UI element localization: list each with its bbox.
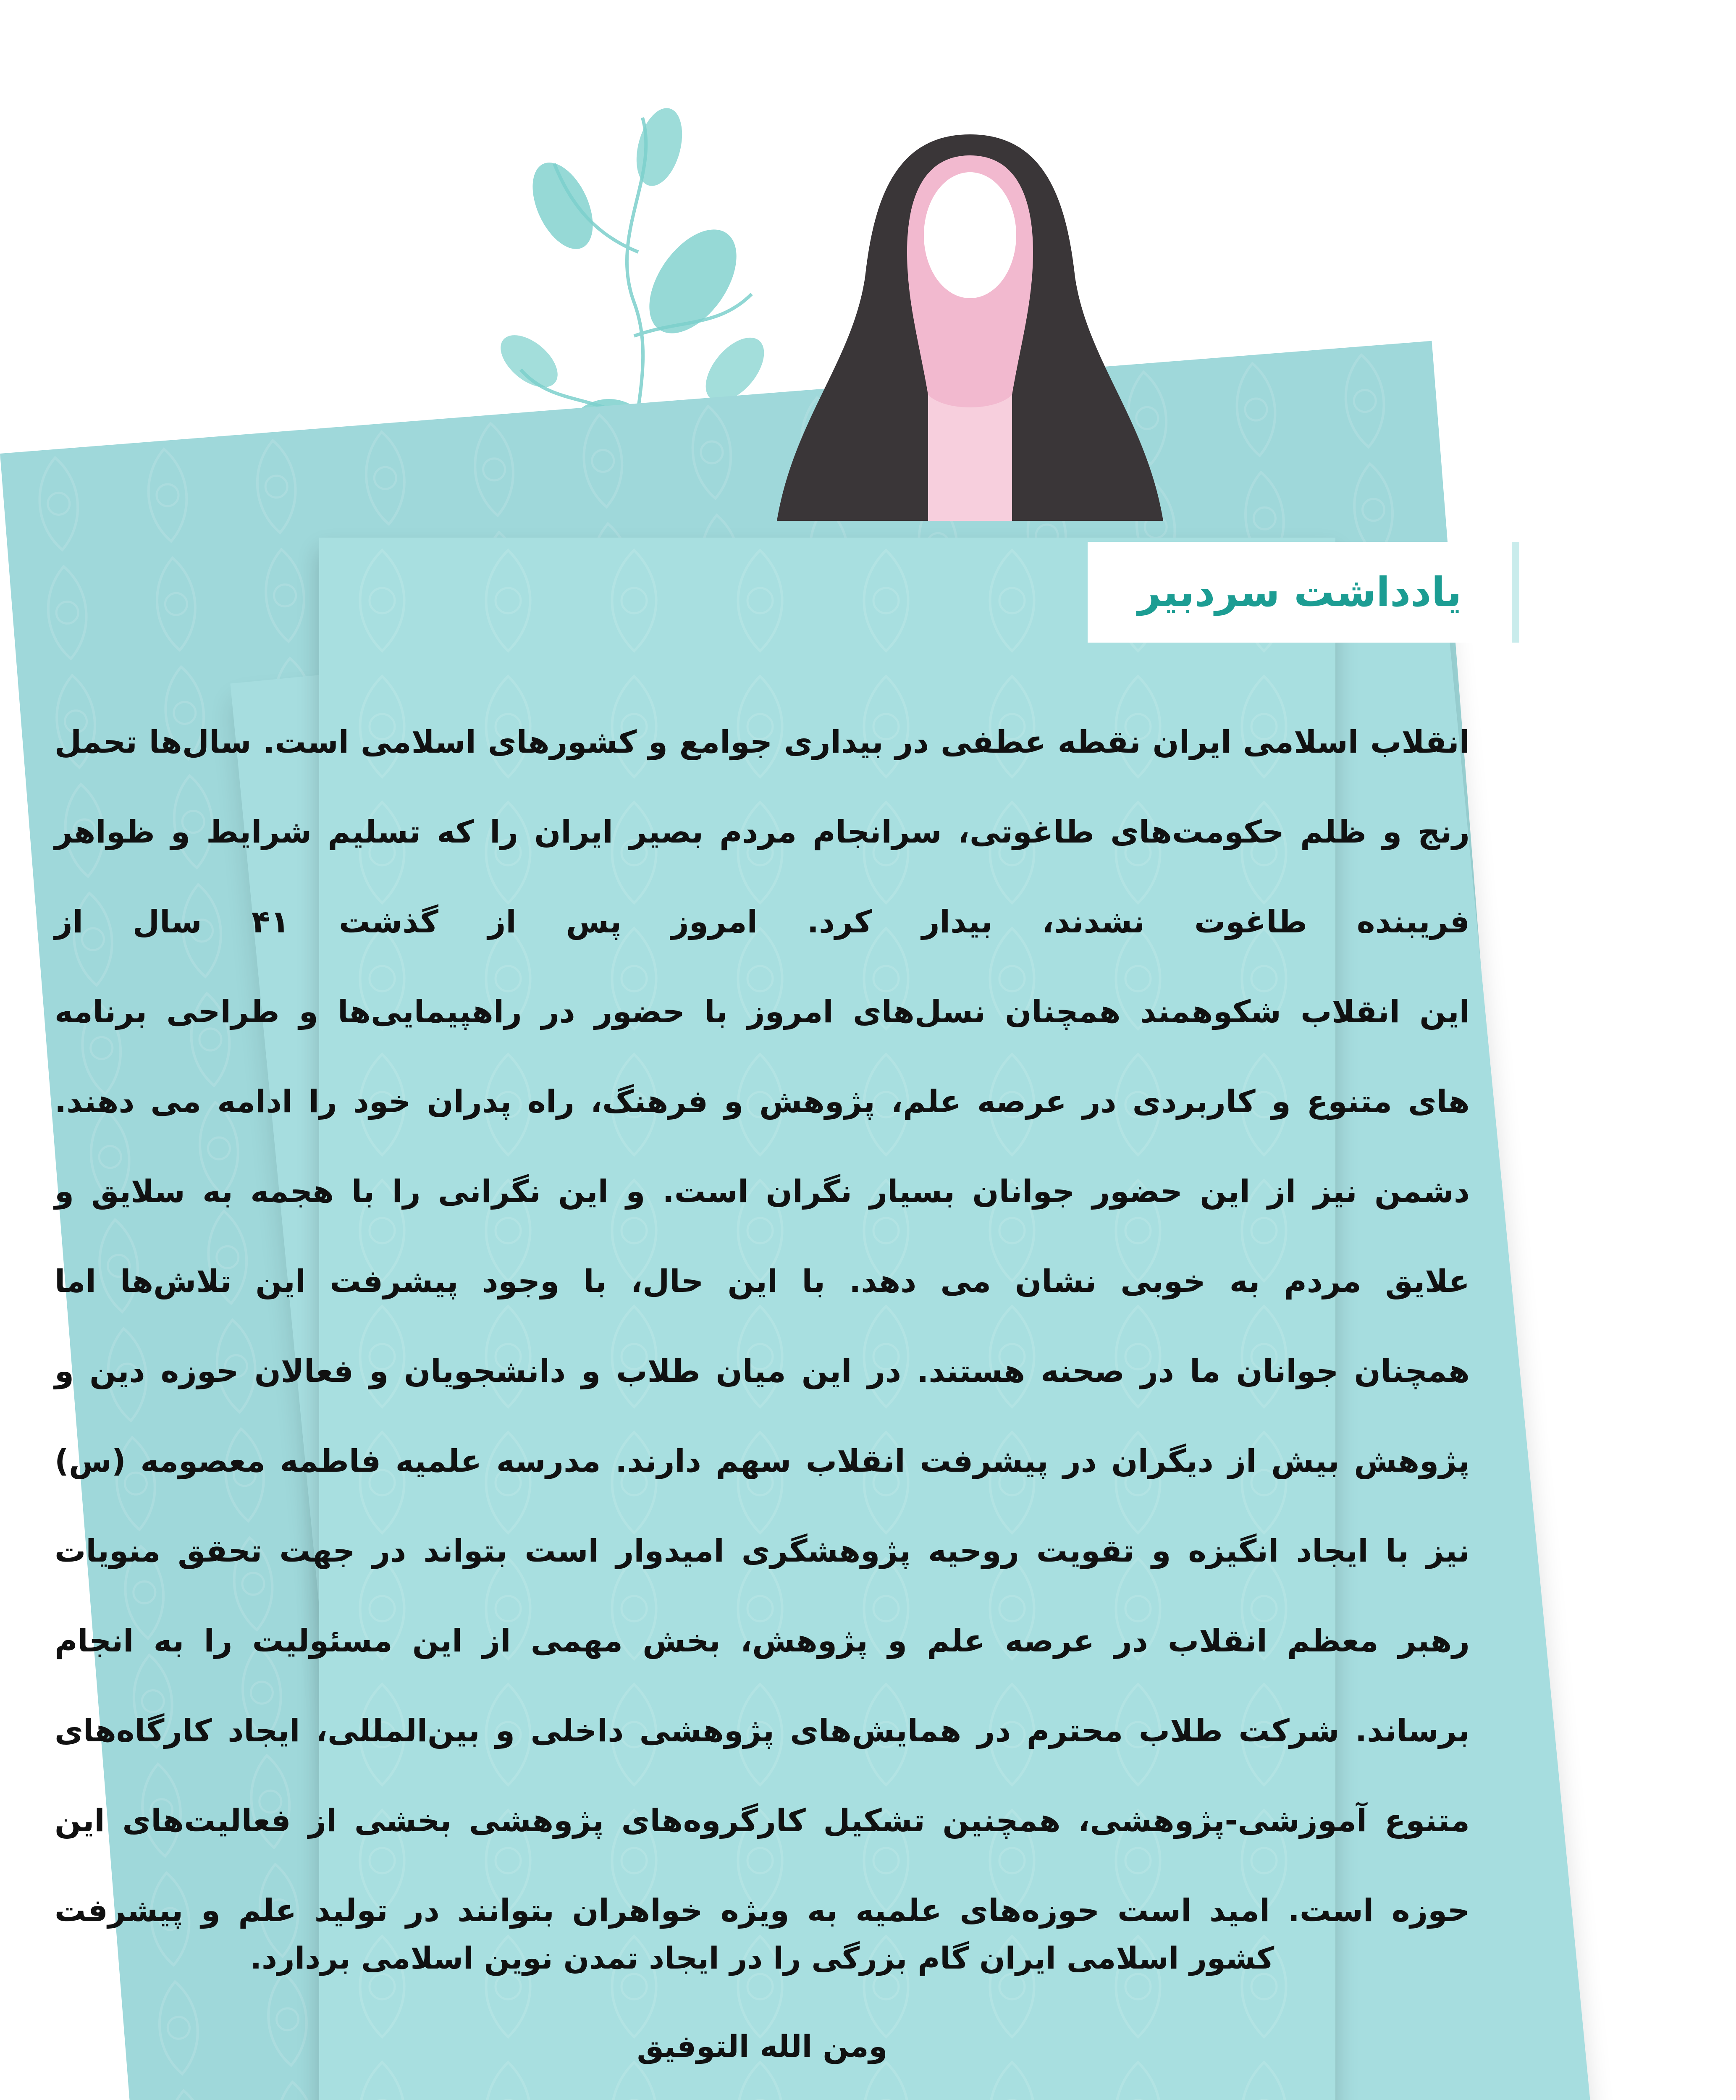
body-line: رنج و ظلم حکومت‌های طاغوتی، سرانجام مردم بصیر ایران را که تسلیم شرایط و ظواهر bbox=[55, 814, 1470, 850]
body-line: این انقلاب شکوهمند همچنان نسل‌های امروز با حضور در راهپیمایی‌ها و طراحی برنامه bbox=[55, 994, 1470, 1030]
body-line: نیز با ایجاد انگیزه و تقویت روحیه پژوهشگری امیدوار است بتواند در جهت تحقق منویات bbox=[55, 1533, 1470, 1569]
body-line: دشمن نیز از این حضور جوانان بسیار نگران است. و این نگرانی را با هجمه به سلایق و bbox=[55, 1173, 1470, 1210]
closing-phrase: ومن الله التوفیق bbox=[637, 2029, 888, 2064]
page-title: یادداشت سردبیر bbox=[1138, 569, 1462, 616]
body-line: علایق مردم به خوبی نشان می دهد. با این حال، با وجود پیشرفت این تلاش‌ها اما bbox=[55, 1263, 1470, 1299]
body-line: پژوهش بیش از دیگران در پیشرفت انقلاب سهم دارند. مدرسه علمیه فاطمه معصومه (س) bbox=[55, 1443, 1470, 1479]
woman-in-chador-illustration bbox=[768, 126, 1172, 521]
body-line: برساند. شرکت طلاب محترم در همایش‌های پژوهشی داخلی و بین‌المللی، ایجاد کارگاه‌های bbox=[55, 1713, 1470, 1749]
body-line: متنوع آموزشی-پژوهشی، همچنین تشکیل کارگروه‌های پژوهشی بخشی از فعالیت‌های این bbox=[55, 1803, 1470, 1839]
body-line: انقلاب اسلامی ایران نقطه عطفی در بیداری جوامع و کشورهای اسلامی است. سال‌ها تحمل bbox=[55, 724, 1470, 760]
title-box bbox=[1088, 542, 1519, 643]
body-last-line: کشور اسلامی ایران گام بزرگی را در ایجاد تمدن نوین اسلامی بردارد. bbox=[250, 1940, 1274, 1976]
body-line: رهبر معظم انقلاب در عرصه علم و پژوهش، بخش مهمی از این مسئولیت را به انجام bbox=[55, 1623, 1470, 1659]
body-line: فریبنده طاغوت نشدند، بیدار کرد. امروز پس از گذشت ۴۱ سال از bbox=[55, 904, 1470, 940]
editorial-body bbox=[55, 697, 1470, 1956]
body-line: های متنوع و کاربردی در عرصه علم، پژوهش و فرهنگ، راه پدران خود را ادامه می دهند. bbox=[55, 1084, 1470, 1120]
body-line: حوزه است. امید است حوزه‌های علمیه به ویژه خواهران بتوانند در تولید علم و پیشرفت bbox=[55, 1893, 1470, 1929]
body-line: همچنان جوانان ما در صحنه هستند. در این میان طلاب و دانشجویان و فعالان حوزه دین و bbox=[55, 1353, 1470, 1389]
